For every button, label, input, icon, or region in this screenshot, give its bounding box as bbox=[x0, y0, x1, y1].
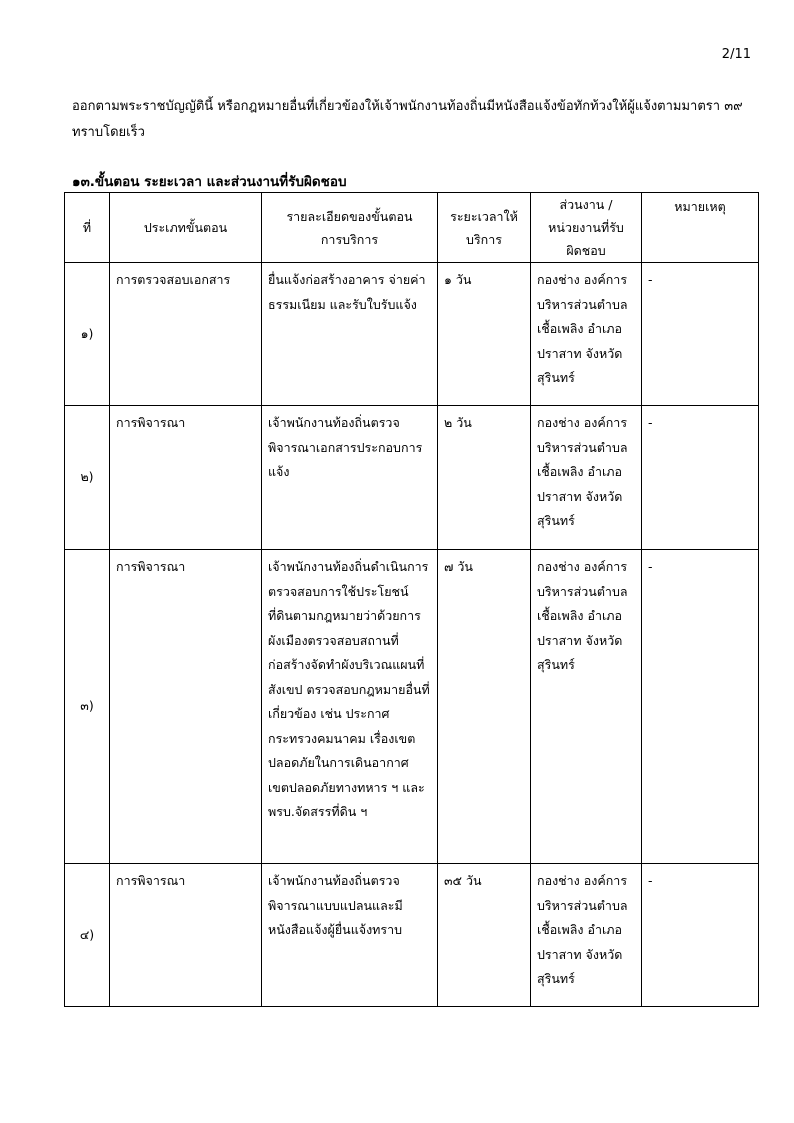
row-responsible-unit: กองช่าง องค์การบริหารส่วนตำบล เชื้อเพลิง อำเภอปราสาท จังหวัดสุรินทร์ bbox=[531, 864, 642, 1007]
steps-table bbox=[64, 192, 759, 1007]
row-duration: ๑ วัน bbox=[438, 263, 531, 406]
row-number: ๔) bbox=[65, 864, 110, 1007]
header-remark: หมายเหตุ bbox=[642, 193, 759, 263]
table-row bbox=[65, 550, 759, 864]
row-step-type: การพิจารณา bbox=[110, 550, 262, 864]
row-remark: - bbox=[642, 864, 759, 1007]
header-responsible-unit: ส่วนงาน / หน่วยงานที่รับผิดชอบ bbox=[531, 193, 642, 263]
table-row bbox=[65, 263, 759, 406]
header-step-detail: รายละเอียดของขั้นตอนการบริการ bbox=[262, 193, 438, 263]
row-remark: - bbox=[642, 550, 759, 864]
header-step-type: ประเภทขั้นตอน bbox=[110, 193, 262, 263]
row-step-detail: ยื่นแจ้งก่อสร้างอาคาร จ่ายค่าธรรมเนียม และรับใบรับแจ้ง bbox=[262, 263, 438, 406]
row-duration: ๗ วัน bbox=[438, 550, 531, 864]
row-step-type: การพิจารณา bbox=[110, 406, 262, 550]
section-heading: ๑๓.ขั้นตอน ระยะเวลา และส่วนงานที่รับผิดชอบ bbox=[72, 174, 347, 190]
row-number: ๒) bbox=[65, 406, 110, 550]
page-number: 2/11 bbox=[721, 47, 751, 62]
header-duration: ระยะเวลาให้บริการ bbox=[438, 193, 531, 263]
row-step-detail: เจ้าพนักงานท้องถิ่นตรวจพิจารณาเอกสารประกอบการแจ้ง bbox=[262, 406, 438, 550]
row-remark: - bbox=[642, 406, 759, 550]
row-number: ๑) bbox=[65, 263, 110, 406]
table-header-row bbox=[65, 193, 759, 263]
row-remark: - bbox=[642, 263, 759, 406]
table-row bbox=[65, 406, 759, 550]
row-step-type: การตรวจสอบเอกสาร bbox=[110, 263, 262, 406]
intro-paragraph: ออกตามพระราชบัญญัตินี้ หรือกฎหมายอื่นที่เกี่ยวข้องให้เจ้าพนักงานท้องถิ่นมีหนังสือแจ้งข้อทักท้วงให้ผู้แจ้งตามมาตรา ๓๙ ทราบโดยเร็ว bbox=[72, 99, 743, 140]
row-step-type: การพิจารณา bbox=[110, 864, 262, 1007]
row-step-detail: เจ้าพนักงานท้องถิ่นดำเนินการตรวจสอบการใช้ประโยชน์ที่ดินตามกฎหมายว่าด้วยการผังเมืองตรวจสอบสถานที่ก่อสร้างจัดทำผังบริเวณแผนที่สังเขป ตรวจสอบกฎหมายอื่นที่เกี่ยวข้อง เช่น ประกาศกระทรวงคมนาคม เรื่องเขตปลอดภัยในการเดินอากาศ เขตปลอดภัยทางทหาร ฯ และ พรบ.จัดสรรที่ดิน ฯ bbox=[262, 550, 438, 864]
row-number: ๓) bbox=[65, 550, 110, 864]
row-step-detail: เจ้าพนักงานท้องถิ่นตรวจพิจารณาแบบแปลนและมีหนังสือแจ้งผู้ยื่นแจ้งทราบ bbox=[262, 864, 438, 1007]
row-duration: ๓๕ วัน bbox=[438, 864, 531, 1007]
row-duration: ๒ วัน bbox=[438, 406, 531, 550]
row-responsible-unit: กองช่าง องค์การบริหารส่วนตำบล เชื้อเพลิง อำเภอปราสาท จังหวัดสุรินทร์ bbox=[531, 550, 642, 864]
row-responsible-unit: กองช่าง องค์การบริหารส่วนตำบล เชื้อเพลิง อำเภอปราสาท จังหวัดสุรินทร์ bbox=[531, 263, 642, 406]
table-row bbox=[65, 864, 759, 1007]
header-no: ที่ bbox=[65, 193, 110, 263]
row-responsible-unit: กองช่าง องค์การบริหารส่วนตำบล เชื้อเพลิง อำเภอปราสาท จังหวัดสุรินทร์ bbox=[531, 406, 642, 550]
